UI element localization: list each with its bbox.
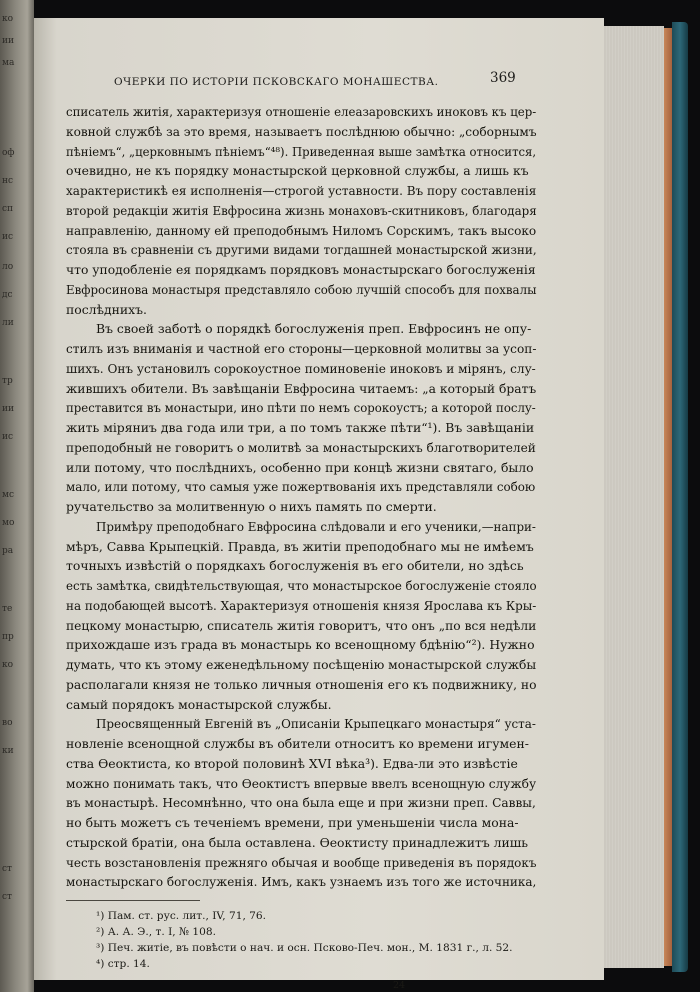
text-line: монастырскаго богослуженія. Имъ, какъ узнаемъ изъ того же источника, [66, 875, 537, 890]
text-line: мѣръ, Савва Крыпецкій. Правда, въ житіи преподобнаго мы не имѣемъ [66, 538, 534, 554]
text-line: есть замѣтка, свидѣтельствующая, что монастырское богослуженіе стояло [66, 579, 537, 593]
text-line: жившихъ обители. Въ завѣщаніи Евфросина читаемъ: „а который братъ [66, 381, 537, 396]
text-line: прихождаше изъ града въ монастырь ко всенощному бдѣнію“²). Нужно [66, 637, 535, 653]
edge-fragment: пр [2, 632, 14, 642]
text-line: Примѣру преподобнаго Евфросина слѣдовали и его ученики,—напри- [96, 519, 536, 534]
edge-fragment: ст [2, 864, 13, 874]
text-line: шихъ. Онъ установилъ сорокоустное поминовеніе иноковъ и мірянъ, слу- [66, 361, 536, 376]
text-line: на подобающей высотѣ. Характеризуя отношенія князя Ярослава къ Кры- [66, 598, 537, 613]
signature-mark: 24 [393, 980, 406, 992]
edge-fragment: ии [2, 36, 14, 46]
text-line: въ монастырѣ. Несомнѣнно, что она была еще и при жизни преп. Саввы, [66, 796, 536, 811]
text-line: стояла въ сравненіи съ другими видами тогдашней монастырской жизни, [66, 243, 537, 258]
text-line: жить міряниъ два года или три, а по томъ также пѣти“¹). Въ завѣщаніи [66, 420, 535, 435]
text-line: но быть можетъ съ теченіемъ времени, при уменьшеніи числа мона- [66, 815, 519, 830]
text-line: что уподобленіе ея порядкамъ порядковъ монастырскаго богослуженія [66, 263, 536, 277]
edge-fragment: ма [2, 58, 15, 68]
page-number: 369 [490, 70, 516, 86]
text-line: стилъ изъ вниманія и частной его стороны—церковной молитвы за усоп- [66, 342, 537, 356]
text-line: списатель житія, характеризуя отношеніе елеазаровскихъ иноковъ къ цер- [66, 105, 537, 119]
edge-fragment: сп [2, 204, 14, 214]
page-block-edge [604, 26, 664, 968]
edge-fragment: ис [2, 232, 14, 242]
edge-fragment: ко [2, 660, 14, 670]
edge-fragment: нс [2, 176, 14, 186]
text-line: стырской братіи, она была оставлена. Өеоктисту принадлежитъ лишь [66, 834, 529, 850]
running-head: ОЧЕРКИ ПО ИСТОРІИ ПСКОВСКАГО МОНАШЕСТВА. [114, 76, 439, 88]
text-line: послѣднихъ. [66, 301, 147, 317]
edge-fragment: ра [2, 546, 14, 556]
text-line: ства Өеоктиста, ко второй половинѣ XVI вѣка³). Едва-ли это извѣстіе [66, 755, 518, 771]
text-line: самый порядокъ монастырской службы. [66, 696, 332, 712]
text-line: второй редакціи житія Евфросина жизнь монаховъ-скитниковъ, благодаря [66, 203, 537, 218]
facing-page-edge [0, 0, 34, 992]
text-line: ручательство за молитвенную о нихъ память по смерти. [66, 499, 437, 514]
edge-fragment: ст [2, 892, 13, 902]
book-page [34, 18, 604, 992]
edge-fragment: те [2, 604, 13, 614]
footnote: ³) Печ. житіе, въ повѣсти о нач. и осн. Псково-Печ. мон., М. 1831 г., л. 52. [96, 942, 513, 955]
edge-fragment: во [2, 718, 13, 728]
edge-fragment: тр [2, 376, 13, 386]
text-line: думать, что къ этому еженедѣльному посѣщенію монастырской службы [66, 658, 537, 672]
text-line: Евфросинова монастыря представляло собою лучшій способъ для похвалы [66, 282, 537, 297]
text-line: новленіе всенощной службы въ обители относитъ ко времени игумен- [66, 736, 529, 751]
text-line: Преосвященный Евгеній въ „Описаніи Крыпецкаго монастыря“ уста- [96, 717, 536, 732]
footnote: ¹) Пам. ст. рус. лит., IV, 71, 76. [96, 910, 267, 923]
text-line: преподобный не говоритъ о молитвѣ за монастырскихъ благотворителей [66, 440, 536, 455]
footnote: ⁴) стр. 14. [96, 958, 150, 971]
edge-fragment: ло [2, 262, 14, 272]
text-line: характеристикѣ ея исполненія—строгой уставности. Въ пору составленія [66, 184, 537, 198]
gilt-edge [664, 28, 672, 966]
edge-fragment: ис [2, 432, 14, 442]
book-cover [672, 22, 688, 972]
edge-fragment: мо [2, 518, 15, 528]
footnote-rule [66, 900, 200, 901]
text-line: располагали князя не только личныя отношенія его къ подвижнику, но [66, 677, 537, 692]
footnote: ²) А. А. Э., т. I, № 108. [96, 926, 216, 939]
edge-fragment: мс [2, 490, 15, 500]
edge-fragment: оф [2, 148, 15, 158]
text-line: пецкому монастырю, списатель житія говоритъ, что онъ „по вся недѣли [66, 618, 537, 633]
edge-fragment: ко [2, 14, 14, 24]
text-line: честь возстановленія прежняго обычая и вообще приведенія въ порядокъ [66, 855, 537, 870]
edge-fragment: ли [2, 318, 14, 328]
text-line: Въ своей заботѣ о порядкѣ богослуженія преп. Евфросинъ не опу- [96, 321, 532, 337]
text-line: направленію, данному ей преподобнымъ Ниломъ Сорскимъ, такъ высоко [66, 223, 537, 238]
text-line: пѣніемъ“, „церковнымъ пѣніемъ“⁴⁸). Приведенная выше замѣтка относится, [66, 144, 537, 159]
text-line: очевидно, не къ порядку монастырской церковной службы, а лишь къ [66, 163, 529, 179]
text-line: ковной службѣ за это время, называетъ послѣднюю обычно: „соборнымъ [66, 124, 537, 139]
edge-fragment: ии [2, 404, 14, 414]
edge-fragment: ки [2, 746, 14, 756]
text-line: преставится въ монастыри, ино пѣти по немъ сорокоустъ; а которой послу- [66, 401, 536, 416]
text-line: точныхъ извѣстій о порядкахъ богослуженія въ его обители, но здѣсь [66, 558, 524, 574]
text-line: мало, или потому, что самыя уже пожертвованія ихъ представляли собою [66, 480, 536, 495]
text-line: можно понимать такъ, что Өеоктистъ впервые ввелъ всенощную службу [66, 776, 537, 791]
edge-fragment: дс [2, 290, 13, 300]
text-line: или потому, что послѣднихъ, особенно при концѣ жизни святаго, было [66, 459, 534, 475]
